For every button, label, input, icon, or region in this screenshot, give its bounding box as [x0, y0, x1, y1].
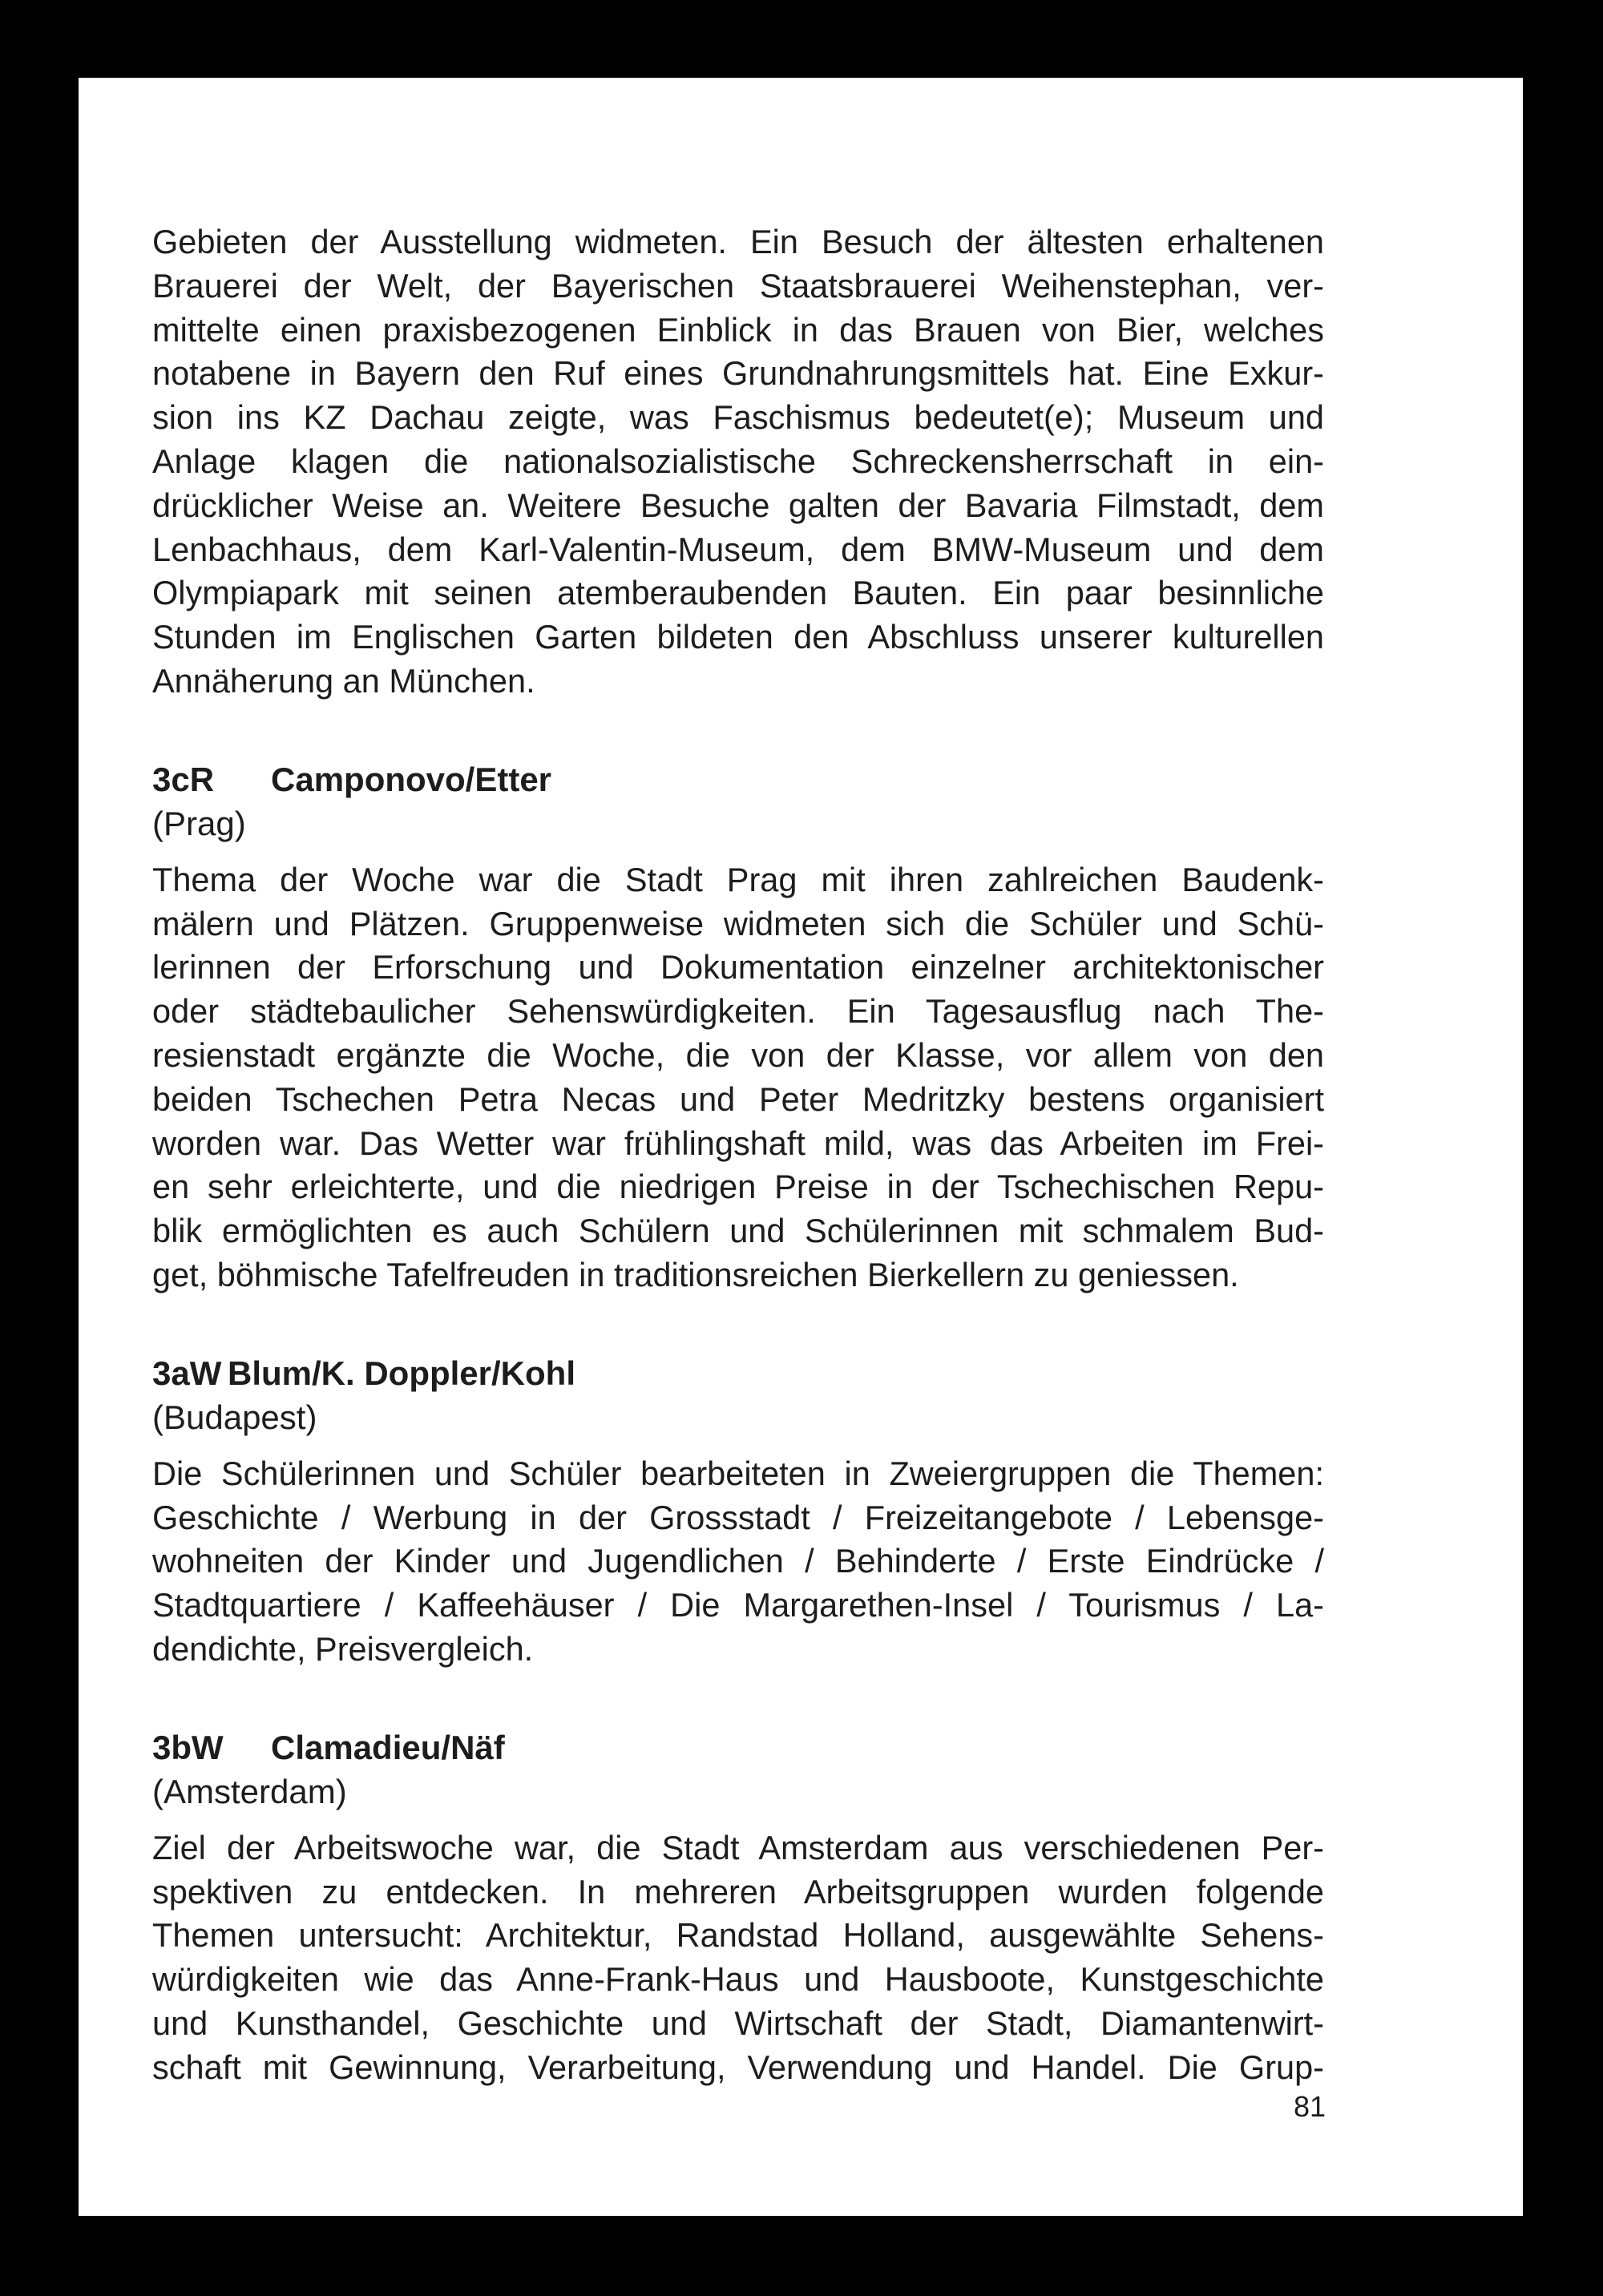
class-code: 3cR	[152, 760, 215, 798]
text-line: Die Schülerinnen und Schüler bearbeiteten in Zweiergruppen die Themen:	[152, 1454, 1324, 1492]
text-line: Olympiapark mit seinen atemberaubenden Bauten. Ein paar besinnliche	[152, 574, 1324, 612]
text-line: get, böhmische Tafelfreuden in traditionsreichen Bierkellern zu geniessen.	[152, 1255, 1239, 1293]
class-code: 3aW	[152, 1354, 222, 1392]
section-3bw	[152, 1725, 1324, 2090]
intro-paragraph	[152, 220, 1324, 704]
section-title	[152, 757, 1324, 801]
text-line: Stunden im Englischen Garten bildeten den Abschluss unserer kulturellen	[152, 618, 1324, 656]
section-title	[152, 1725, 1324, 1769]
text-line: worden war. Das Wetter war frühlingshaft mild, was das Arbeiten im Frei-	[152, 1124, 1324, 1162]
text-line: Themen untersucht: Architektur, Randstad Holland, ausgewählte Sehens-	[152, 1916, 1324, 1955]
section-paragraph	[152, 858, 1324, 1297]
text-line: Thema der Woche war die Stadt Prag mit ihren zahlreichen Baudenk-	[152, 860, 1324, 898]
text-line: Brauerei der Welt, der Bayerischen Staatsbrauerei Weihenstephan, ver-	[152, 266, 1324, 305]
text-line: mälern und Plätzen. Gruppenweise widmeten sich die Schüler und Schü-	[152, 904, 1324, 942]
section-teachers: Clamadieu/Näf	[271, 1728, 505, 1766]
page-number: 81	[1293, 2090, 1326, 2123]
text-line: Gebieten der Ausstellung widmeten. Ein Besuch der ältesten erhaltenen	[152, 223, 1324, 260]
section-heading	[152, 1351, 1324, 1439]
text-line: Lenbachhaus, dem Karl-Valentin-Museum, dem BMW-Museum und dem	[152, 530, 1324, 568]
text-line: schaft mit Gewinnung, Verarbeitung, Verwendung und Handel. Die Grup-	[152, 2048, 1324, 2086]
section-destination: (Budapest)	[152, 1398, 317, 1436]
section-teachers: Camponovo/Etter	[271, 760, 552, 798]
text-line: wohneiten der Kinder und Jugendlichen / Behinderte / Erste Eindrücke /	[152, 1542, 1324, 1580]
text-line: spektiven zu entdecken. In mehreren Arbeitsgruppen wurden folgende	[152, 1872, 1324, 1911]
text-line: beiden Tschechen Petra Necas und Peter Medritzky bestens organisiert	[152, 1079, 1324, 1118]
section-paragraph	[152, 1452, 1324, 1672]
section-destination: (Prag)	[152, 804, 246, 842]
text-line: und Kunsthandel, Geschichte und Wirtschaft der Stadt, Diamantenwirt-	[152, 2003, 1324, 2042]
text-line: dendichte, Preisvergleich.	[152, 1629, 534, 1668]
section-3cr	[152, 757, 1324, 1297]
text-line: lerinnen der Erforschung und Dokumentation einzelner architektonischer	[152, 948, 1324, 987]
text-line: mittelte einen praxisbezogenen Einblick in das Brauen von Bier, welches	[152, 310, 1324, 349]
text-line: oder städtebaulicher Sehenswürdigkeiten. Ein Tagesausflug nach The-	[152, 992, 1324, 1031]
section-heading	[152, 1725, 1324, 1814]
text-line: en sehr erleichterte, und die niedrigen Preise in der Tschechischen Repu-	[152, 1168, 1324, 1206]
text-line: blik ermöglichten es auch Schülern und Schülerinnen mit schmalem Bud-	[152, 1212, 1324, 1250]
document-page	[79, 78, 1523, 2216]
class-code: 3bW	[152, 1728, 224, 1766]
text-line: drücklicher Weise an. Weitere Besuche galten der Bavaria Filmstadt, dem	[152, 486, 1324, 524]
text-line: notabene in Bayern den Ruf eines Grundnahrungsmittels hat. Eine Exkur-	[152, 354, 1324, 393]
text-line: Geschichte / Werbung in der Grossstadt / Freizeitangebote / Lebensge-	[152, 1498, 1324, 1536]
section-heading	[152, 757, 1324, 845]
text-line: würdigkeiten wie das Anne-Frank-Haus und Hausboote, Kunstgeschichte	[152, 1960, 1324, 1999]
page-content	[152, 220, 1324, 2090]
section-teachers: Blum/K. Doppler/Kohl	[228, 1354, 575, 1392]
section-paragraph	[152, 1826, 1324, 2090]
text-line: Anlage klagen die nationalsozialistische Schreckensherrschaft in ein-	[152, 442, 1324, 480]
text-line: Ziel der Arbeitswoche war, die Stadt Amsterdam aus verschiedenen Per-	[152, 1828, 1324, 1866]
text-line: Annäherung an München.	[152, 661, 535, 700]
text-line: sion ins KZ Dachau zeigte, was Faschismus bedeutet(e); Museum und	[152, 398, 1324, 437]
section-title	[152, 1351, 1324, 1395]
section-destination: (Amsterdam)	[152, 1772, 347, 1810]
text-line: resienstadt ergänzte die Woche, die von der Klasse, vor allem von den	[152, 1035, 1324, 1074]
section-3aw	[152, 1351, 1324, 1672]
text-line: Stadtquartiere / Kaffeehäuser / Die Margarethen-Insel / Tourismus / La-	[152, 1586, 1324, 1624]
